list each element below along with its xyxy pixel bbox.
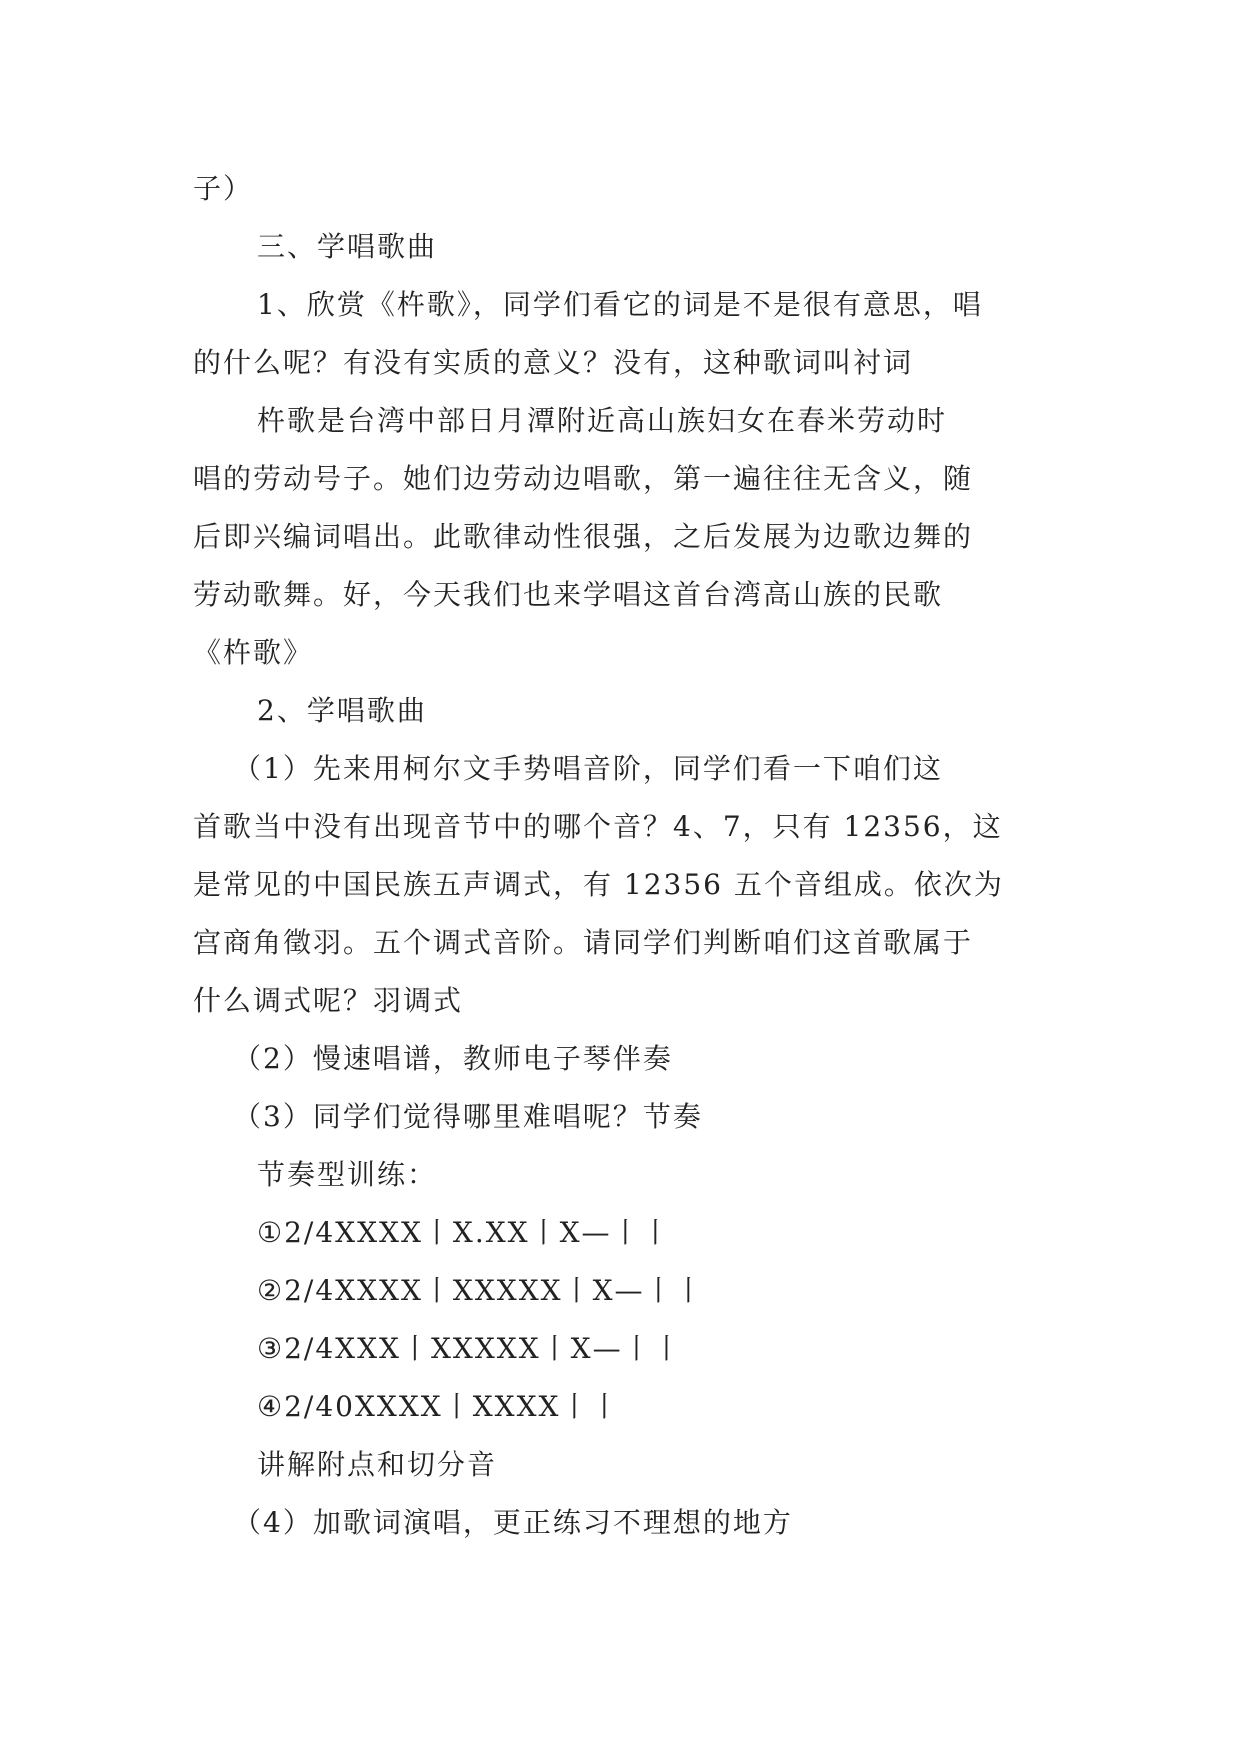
- section-heading: 三、学唱歌曲: [257, 230, 438, 263]
- text-line: 1、欣赏《杵歌》，同学们看它的词是不是很有意思，唱: [257, 288, 983, 321]
- body-text: [193, 160, 1053, 1552]
- rhythm-pattern: ③2/4XXX丨XXXXX丨X—丨丨: [257, 1332, 683, 1365]
- text-line: （4）加歌词演唱，更正练习不理想的地方: [233, 1506, 793, 1539]
- text-line: 杵歌是台湾中部日月潭附近高山族妇女在春米劳动时: [257, 404, 948, 437]
- text-line: 什么调式呢？羽调式: [193, 984, 464, 1017]
- text-line: （3）同学们觉得哪里难唱呢？节奏: [233, 1100, 703, 1133]
- text-line: 的什么呢？有没有实质的意义？没有，这种歌词叫衬词: [193, 346, 914, 379]
- text-line: 劳动歌舞。好，今天我们也来学唱这首台湾高山族的民歌: [193, 578, 944, 611]
- text-line: （1）先来用柯尔文手势唱音阶，同学们看一下咱们这: [233, 752, 943, 785]
- text-line: 节奏型训练：: [257, 1158, 438, 1191]
- text-line: 宫商角徵羽。五个调式音阶。请同学们判断咱们这首歌属于: [193, 926, 974, 959]
- rhythm-pattern: ④2/40XXXX丨XXXX丨丨: [257, 1390, 621, 1423]
- rhythm-pattern: ②2/4XXXX丨XXXXX丨X—丨丨: [257, 1274, 705, 1307]
- subsection-heading: 2、学唱歌曲: [257, 694, 427, 727]
- text-line: 是常见的中国民族五声调式，有 12356 五个音组成。依次为: [193, 868, 1004, 901]
- text-line: 后即兴编词唱出。此歌律动性很强，之后发展为边歌边舞的: [193, 520, 974, 553]
- rhythm-pattern: ①2/4XXXX丨X.XX丨X—丨丨: [257, 1216, 672, 1249]
- text-line: 子）: [193, 172, 254, 205]
- text-line: （2）慢速唱谱，教师电子琴伴奏: [233, 1042, 673, 1075]
- text-line: 首歌当中没有出现音节中的哪个音？4、7，只有 12356，这: [193, 810, 1003, 843]
- text-line: 《杵歌》: [193, 636, 314, 669]
- text-line: 讲解附点和切分音: [257, 1448, 498, 1481]
- text-line: 唱的劳动号子。她们边劳动边唱歌，第一遍往往无含义，随: [193, 462, 974, 495]
